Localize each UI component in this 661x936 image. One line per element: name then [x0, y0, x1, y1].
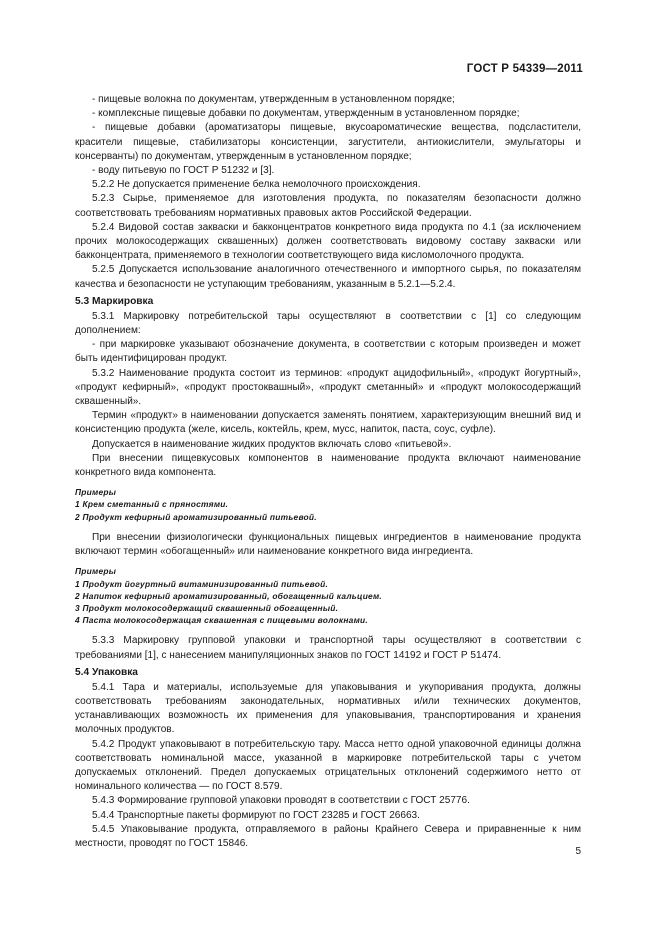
- paragraph: Допускается в наименование жидких продуктов включать слово «питьевой».: [92, 438, 452, 450]
- examples-title: Примеры: [75, 566, 117, 577]
- paragraph-5-4-4: 5.4.4 Транспортные пакеты формируют по ГОСТ 23285 и ГОСТ 26663.: [92, 809, 420, 821]
- document-header: ГОСТ Р 54339—2011: [466, 63, 583, 75]
- list-item: - пищевые волокна по документам, утвержденным в установленном порядке;: [92, 94, 455, 105]
- example-item: 4 Паста молокосодержащая сквашенная с пищевыми волокнами.: [75, 615, 368, 626]
- paragraph-5-3-1: 5.3.1 Маркировку потребительской тары осуществляют в соответствии с [1] со следующим дополнением:: [75, 310, 581, 337]
- paragraph-5-3-3: 5.3.3 Маркировку групповой упаковки и транспортной тары осуществляют в соответствии с требованиями [1], с нанесением манипуляционных знаков по ГОСТ 14192 и ГОСТ Р 51474.: [75, 635, 581, 661]
- example-item: 3 Продукт молокосодержащий сквашенный обогащенный.: [75, 602, 339, 613]
- paragraph-5-4-3: 5.4.3 Формирование групповой упаковки проводят в соответствии с ГОСТ 25776.: [92, 795, 470, 807]
- example-item: 2 Напиток кефирный ароматизированный, обогащенный кальцием.: [75, 590, 382, 601]
- paragraph-5-2-3: 5.2.3 Сырье, применяемое для изготовления продукта, по показателям безопасности должно соответствовать требованиям нормативных правовых актов Российской Федерации.: [75, 193, 581, 219]
- page-content: [75, 93, 581, 851]
- examples-block-2: [75, 565, 581, 626]
- example-item: 1 Крем сметанный с пряностями.: [75, 499, 229, 510]
- paragraph: При внесении физиологически функциональных пищевых ингредиентов в наименование продукта включают термин «обогащенный» или наименование конкретного вида ингредиента.: [75, 531, 581, 558]
- example-item: 2 Продукт кефирный ароматизированный питьевой.: [75, 511, 317, 522]
- example-item: 1 Продукт йогуртный витаминизированный питьевой.: [75, 578, 329, 589]
- section-heading-5-3: 5.3 Маркировка: [75, 295, 154, 307]
- list-item: - воду питьевую по ГОСТ Р 51232 и [3].: [92, 165, 275, 177]
- paragraph-5-2-2: 5.2.2 Не допускается применение белка немолочного происхождения.: [92, 179, 421, 191]
- list-item: - при маркировке указывают обозначение документа, в соответствии с которым произведен и может быть идентифицирован продукт.: [75, 339, 581, 365]
- paragraph: При внесении пищевкусовых компонентов в наименование продукта включают наименование конкретного вида компонента.: [75, 452, 581, 479]
- paragraph-5-4-1: 5.4.1 Тара и материалы, используемые для упаковывания и укупоривания продукта, должны соответствовать требованиям законодательных, нормативных и/или технических документов, устанавливающих возможность их применения для упаковывания, транспортирования и хранения молочных продуктов.: [75, 681, 581, 736]
- section-heading-5-4: 5.4 Упаковка: [75, 666, 138, 678]
- paragraph-5-2-4: 5.2.4 Видовой состав закваски и бакконцентратов конкретного вида продукта по 4.1 (за исключением прочих молокосодержащих сквашенных) должен соответствовать видовому составу закваски или бакконцентрата, применяемого в технологии соответствующего вида кисломолочного продукта.: [75, 221, 581, 262]
- list-item: - комплексные пищевые добавки по документам, утвержденным в установленном порядке;: [92, 108, 520, 120]
- list-item: - пищевые добавки (ароматизаторы пищевые, вкусоароматические вещества, подсластители, красители пищевые, стабилизаторы консистенции, загустители, антиокислители, эмульгаторы и консерванты) по документам, утвержденным в установленном порядке;: [75, 122, 581, 162]
- paragraph-5-4-5: 5.4.5 Упаковывание продукта, отправляемого в районы Крайнего Севера и приравненные к ним местности, проводят по ГОСТ 15846.: [75, 823, 581, 849]
- examples-title: Примеры: [75, 487, 117, 498]
- paragraph: Термин «продукт» в наименовании допускается заменять понятием, характеризующим внешний вид и консистенцию продукта (желе, кисель, коктейль, крем, мусс, напиток, паста, соус, суфле).: [75, 410, 581, 436]
- paragraph-5-2-5: 5.2.5 Допускается использование аналогичного отечественного и импортного сырья, по показателям качества и безопасности не уступающим требованиям, указанным в 5.2.1—5.2.4.: [75, 264, 581, 290]
- paragraph-5-3-2: 5.3.2 Наименование продукта состоит из терминов: «продукт ацидофильный», «продукт йогуртный», «продукт кефирный», «продукт простоквашный», «продукт сметанный» и «продукт молокосодержащий сквашенный».: [75, 367, 581, 408]
- paragraph-5-4-2: 5.4.2 Продукт упаковывают в потребительскую тару. Масса нетто одной упаковочной единицы должна соответствовать номинальной массе, указанной в маркировке потребительской тары с учетом допускаемых отклонений. Предел допускаемых отрицательных отклонений содержимого нетто от номинального количества — по ГОСТ 8.579.: [75, 738, 581, 793]
- examples-block-1: [75, 486, 581, 523]
- page-number: 5: [575, 846, 581, 857]
